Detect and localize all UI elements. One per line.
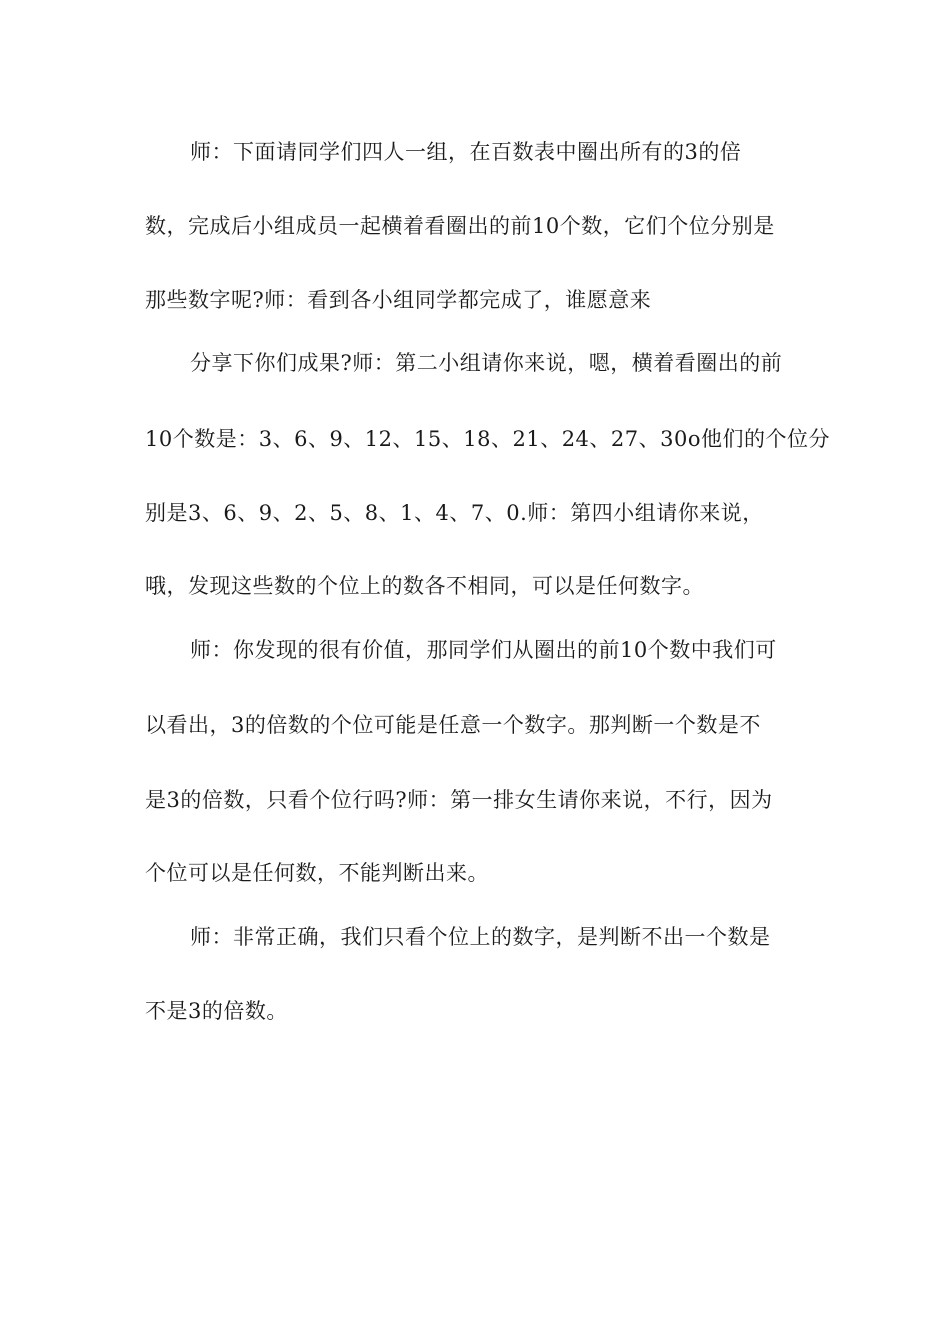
text-line-11: 个位可以是任何数，不能判断出来。 bbox=[145, 861, 489, 885]
text-line-9: 以看出，3的倍数的个位可能是任意一个数字。那判断一个数是不 bbox=[145, 713, 761, 737]
text-line-5: 10个数是：3、6、9、12、15、18、21、24、27、30o他们的个位分 bbox=[145, 427, 830, 451]
text-line-8: 师：你发现的很有价值，那同学们从圈出的前10个数中我们可 bbox=[190, 638, 777, 662]
text-line-6: 别是3、6、9、2、5、8、1、4、7、0.师：第四小组请你来说， bbox=[145, 501, 764, 525]
text-line-7: 哦，发现这些数的个位上的数各不相同，可以是任何数字。 bbox=[145, 574, 704, 598]
text-line-1: 师：下面请同学们四人一组，在百数表中圈出所有的3的倍 bbox=[190, 140, 742, 164]
text-line-4: 分享下你们成果?师：第二小组请你来说，嗯，横着看圈出的前 bbox=[190, 351, 783, 375]
text-line-12: 师：非常正确，我们只看个位上的数字，是判断不出一个数是 bbox=[190, 925, 771, 949]
text-line-13: 不是3的倍数。 bbox=[145, 999, 288, 1023]
text-line-3: 那些数字呢?师：看到各小组同学都完成了，谁愿意来 bbox=[145, 288, 652, 312]
text-line-2: 数，完成后小组成员一起横着看圈出的前10个数，它们个位分别是 bbox=[145, 214, 775, 238]
text-line-10: 是3的倍数，只看个位行吗?师：第一排女生请你来说，不行，因为 bbox=[145, 788, 773, 812]
